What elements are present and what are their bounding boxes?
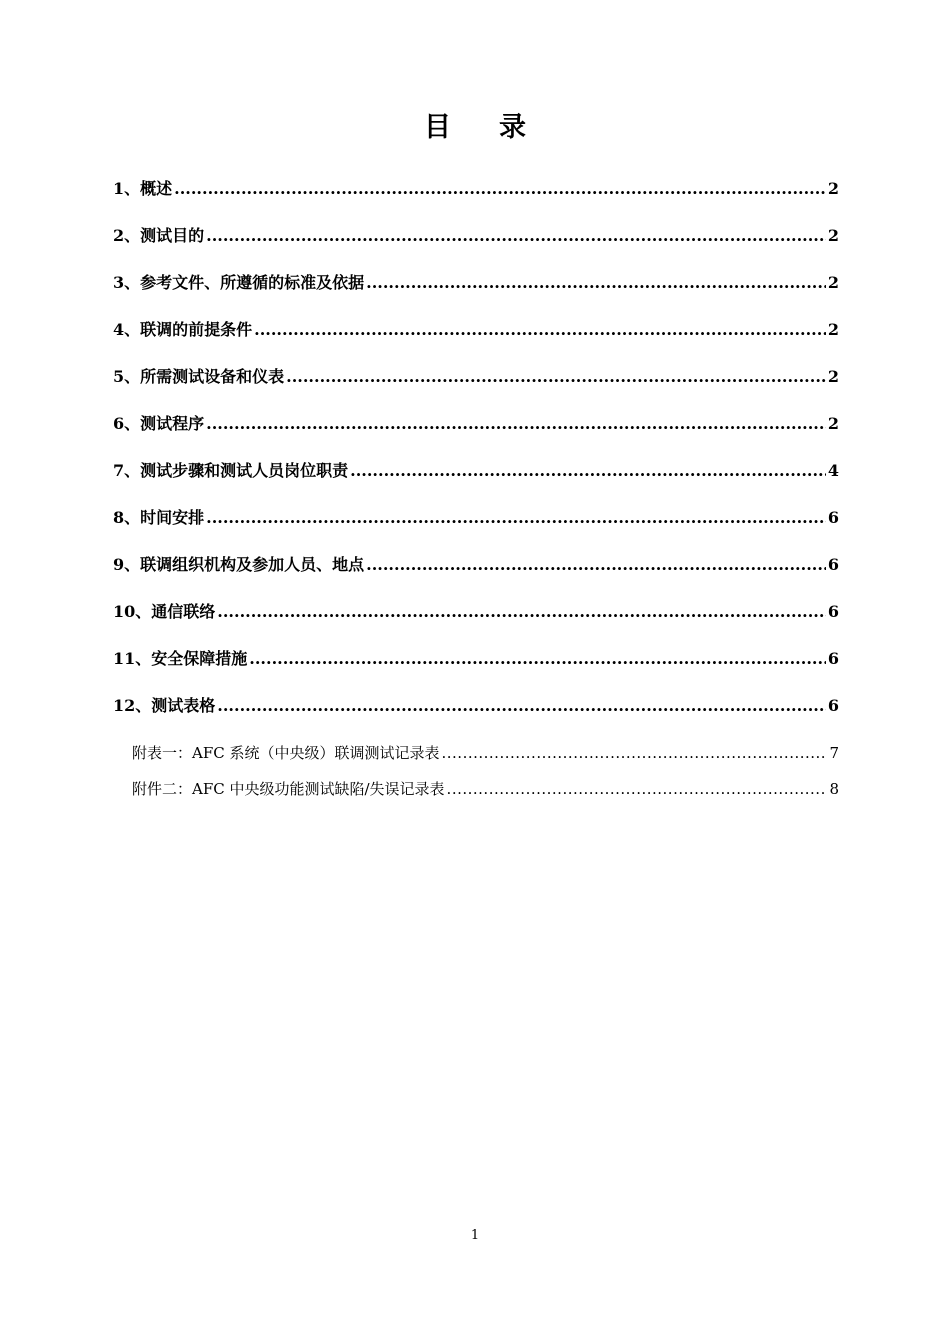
toc-dot-leader: [206, 501, 826, 535]
page-number: 1: [470, 1228, 480, 1243]
toc-entry-9[interactable]: [113, 548, 839, 595]
toc-appendix-2[interactable]: [132, 775, 839, 811]
toc-dot-leader: [366, 266, 826, 300]
toc-entry-label: 10、通信联络: [113, 602, 216, 621]
table-of-contents: [113, 172, 839, 736]
toc-entry-page: 6: [827, 696, 839, 715]
toc-entry-label: 7、测试步骤和测试人员岗位职责: [113, 461, 349, 480]
toc-dot-leader: [174, 172, 826, 206]
toc-entry-page: 8: [829, 780, 839, 798]
toc-entry-page: 6: [827, 649, 839, 668]
toc-entry-page: 2: [827, 179, 839, 198]
toc-entry-page: 4: [827, 461, 839, 480]
toc-entry-label: 4、联调的前提条件: [113, 320, 253, 339]
toc-entry-3[interactable]: [113, 266, 839, 313]
toc-dot-leader: [217, 595, 826, 629]
toc-dot-leader: [442, 739, 828, 767]
toc-entry-page: 2: [827, 414, 839, 433]
toc-entry-7[interactable]: [113, 454, 839, 501]
toc-entry-page: 2: [827, 367, 839, 386]
toc-entry-label: 附件二：AFC 中央级功能测试缺陷/失误记录表: [132, 780, 445, 798]
toc-entry-5[interactable]: [113, 360, 839, 407]
table-of-contents-appendices: [132, 739, 839, 811]
toc-entry-1[interactable]: [113, 172, 839, 219]
toc-entry-4[interactable]: [113, 313, 839, 360]
toc-entry-page: 6: [827, 508, 839, 527]
toc-dot-leader: [206, 219, 826, 253]
toc-entry-label: 2、测试目的: [113, 226, 205, 245]
toc-entry-page: 2: [827, 273, 839, 292]
toc-dot-leader: [366, 548, 826, 582]
toc-entry-2[interactable]: [113, 219, 839, 266]
toc-entry-8[interactable]: [113, 501, 839, 548]
toc-entry-label: 12、测试表格: [113, 696, 216, 715]
toc-entry-11[interactable]: [113, 642, 839, 689]
toc-entry-page: 7: [829, 744, 839, 762]
toc-entry-label: 6、测试程序: [113, 414, 205, 433]
toc-dot-leader: [350, 454, 826, 488]
toc-entry-label: 11、安全保障措施: [113, 649, 248, 668]
toc-entry-label: 5、所需测试设备和仪表: [113, 367, 285, 386]
toc-entry-12[interactable]: [113, 689, 839, 736]
toc-entry-page: 2: [827, 320, 839, 339]
toc-entry-label: 附表一：AFC 系统（中央级）联调测试记录表: [132, 744, 440, 762]
toc-entry-page: 2: [827, 226, 839, 245]
toc-dot-leader: [254, 313, 826, 347]
page-title: 目录: [424, 112, 574, 143]
toc-entry-label: 1、概述: [113, 179, 173, 198]
toc-dot-leader: [447, 775, 828, 803]
toc-entry-6[interactable]: [113, 407, 839, 454]
toc-entry-label: 3、参考文件、所遵循的标准及依据: [113, 273, 365, 292]
toc-dot-leader: [206, 407, 826, 441]
toc-entry-label: 8、时间安排: [113, 508, 205, 527]
toc-entry-10[interactable]: [113, 595, 839, 642]
toc-entry-page: 6: [827, 602, 839, 621]
toc-dot-leader: [217, 689, 826, 723]
toc-appendix-1[interactable]: [132, 739, 839, 775]
toc-dot-leader: [249, 642, 826, 676]
toc-entry-page: 6: [827, 555, 839, 574]
toc-dot-leader: [286, 360, 826, 394]
toc-entry-label: 9、联调组织机构及参加人员、地点: [113, 555, 365, 574]
